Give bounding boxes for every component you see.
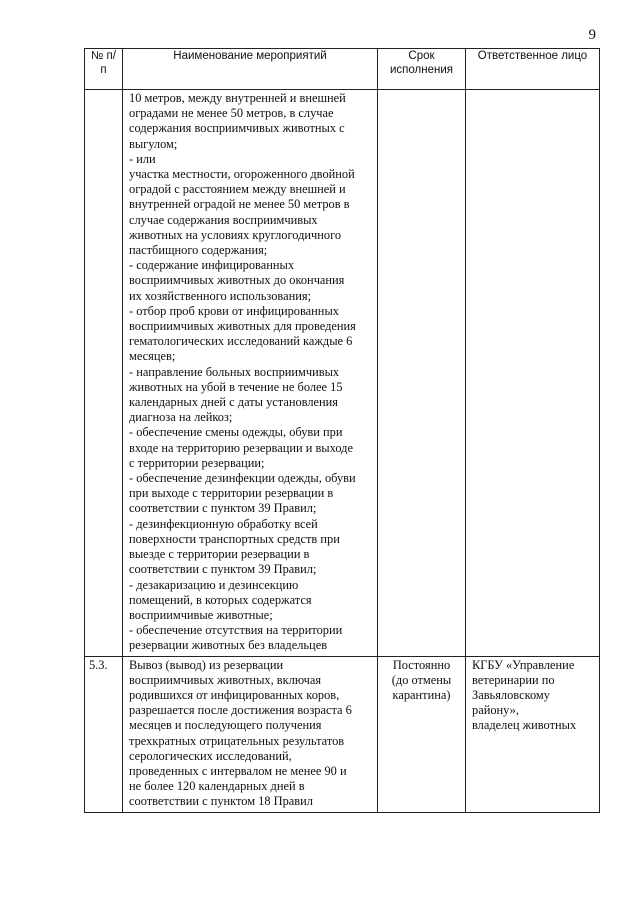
row-5-3-term [378,656,466,812]
table-header-row [85,49,600,90]
row-cont-responsible [466,90,600,657]
text-line: их хозяйственного использования; [129,288,312,303]
text-line: участка местности, огороженного двойной [129,167,355,182]
text-line: резервации животных без владельцев [129,638,328,653]
text-line: Постоянно [392,657,451,672]
text-line: оградой с расстоянием между внешней и [129,182,346,197]
text-line: случае содержания восприимчивых [129,212,318,227]
header-term: Срок исполнения [378,49,466,90]
text-line: соответствии с пунктом 39 Правил; [129,501,317,516]
text-line: внутренней оградой не менее 50 метров в [129,197,350,212]
text-line: с территории резервации; [129,455,265,470]
text-line: соответствии с пунктом 39 Правил; [129,562,317,577]
text-line: 10 метров, между внутренней и внешней [129,91,346,105]
text-line: разрешается после достижения возраста 6 [129,703,352,718]
text-line: выезде с территории резервации в [129,547,310,562]
row-cont-name [123,90,378,657]
text-line: Завьяловскому [472,687,550,702]
measure-text [123,90,377,656]
text-line: восприимчивые животные; [129,607,273,622]
text-line: - дезинфекционную обработку всей [129,516,318,531]
measures-table [84,48,600,813]
text-line: месяцев; [129,349,176,364]
text-line: при выходе с территории резервации в [129,486,334,501]
text-line: диагноза на лейкоз; [129,410,233,425]
text-line: - направление больных восприимчивых [129,364,340,379]
text-line: - или [129,151,156,166]
measure-text [123,657,377,812]
text-line: (до отмены [391,672,452,687]
text-line: району», [472,703,519,718]
term-text [378,657,465,705]
row-5-3-num: 5.3. [85,656,123,812]
text-line: восприимчивых животных до окончания [129,273,345,288]
text-line: - обеспечение смены одежды, обуви при [129,425,343,440]
text-line: - дезакаризацию и дезинсекцию [129,577,299,592]
text-line: - содержание инфицированных [129,258,295,273]
text-line: восприимчивых животных, включая [129,672,322,687]
text-line: КГБУ «Управление [472,657,575,672]
header-name: Наименование мероприятий [123,49,378,90]
text-line: животных на условиях круглогодичного [129,227,342,242]
text-line: оградами не менее 50 метров, в случае [129,106,334,121]
text-line: пастбищного содержания; [129,243,268,258]
row-cont-term [378,90,466,657]
text-line: Вывоз (вывод) из резервации [129,657,284,672]
row-cont-num [85,90,123,657]
header-num: № п/п [85,49,123,90]
table-row [85,656,600,812]
text-line: помещений, в которых содержатся [129,592,312,607]
text-line: входе на территорию резервации и выходе [129,440,353,455]
text-line: владелец животных [472,718,577,733]
text-line: содержания восприимчивых животных с [129,121,345,136]
header-responsible: Ответственное лицо [466,49,600,90]
row-5-3-responsible [466,656,600,812]
text-line: соответствии с пунктом 18 Правил [129,794,313,809]
text-line: восприимчивых животных для проведения [129,319,356,334]
text-line: трехкратных отрицательных результатов [129,733,345,748]
text-line: месяцев и последующего получения [129,718,322,733]
text-line: поверхности транспортных средств при [129,531,340,546]
row-5-3-name [123,656,378,812]
text-line: ветеринарии по [472,672,555,687]
page-number: 9 [588,27,596,43]
text-line: гематологических исследований каждые 6 [129,334,353,349]
text-line: проведенных с интервалом не менее 90 и [129,763,347,778]
text-line: родившихся от инфицированных коров, [129,687,340,702]
text-line: календарных дней с даты установления [129,395,339,410]
text-line: карантина) [392,687,451,702]
text-line: - обеспечение отсутствия на территории [129,623,343,638]
text-line: выгулом; [129,136,178,151]
text-line: животных на убой в течение не более 15 [129,379,343,394]
text-line: серологических исследований, [129,748,292,763]
responsible-text [466,657,599,735]
text-line: не более 120 календарных дней в [129,779,305,794]
table-row [85,90,600,657]
text-line: - отбор проб крови от инфицированных [129,303,339,318]
text-line: - обеспечение дезинфекции одежды, обуви [129,471,356,486]
